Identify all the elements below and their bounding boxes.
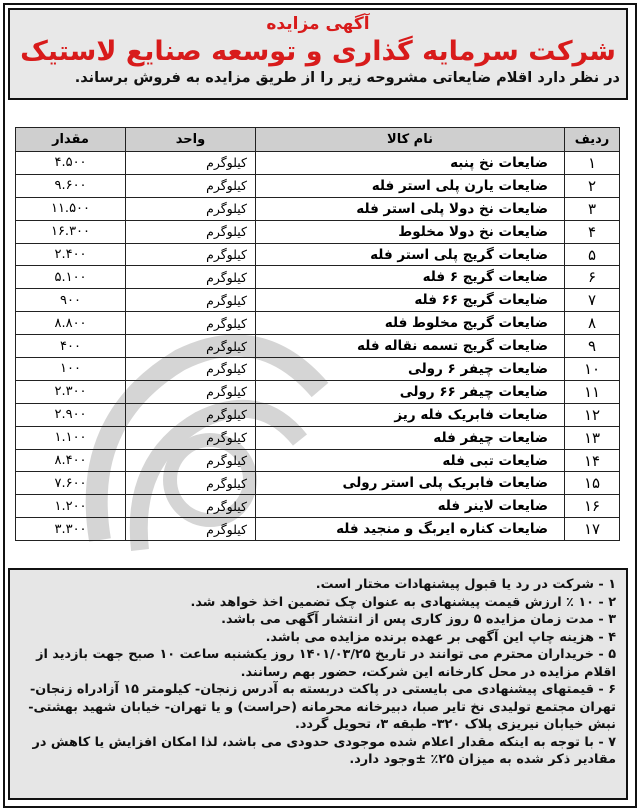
cell-unit: کیلوگرم [126, 472, 256, 495]
cell-quantity: ۸.۴۰۰ [16, 449, 126, 472]
term-2: ۲ - ۱۰ ٪ ارزش قیمت پیشنهادی به عنوان چک تضمین اخذ خواهد شد. [190, 594, 616, 610]
cell-item-name: ضایعات گریج تسمه نقاله فله [256, 335, 565, 358]
company-name: شرکت سرمایه گذاری و توسعه صنایع لاستیک [20, 36, 616, 67]
cell-unit: کیلوگرم [126, 312, 256, 335]
table-row [16, 312, 620, 335]
cell-unit: کیلوگرم [126, 174, 256, 197]
cell-row-number: ۱۳ [565, 426, 620, 449]
items-table-wrapper [15, 127, 619, 541]
cell-row-number: ۱ [565, 152, 620, 175]
table-row [16, 472, 620, 495]
cell-row-number: ۹ [565, 335, 620, 358]
cell-unit: کیلوگرم [126, 403, 256, 426]
cell-unit: کیلوگرم [126, 335, 256, 358]
cell-item-name: ضایعات تبی فله [256, 449, 565, 472]
table-row [16, 403, 620, 426]
cell-row-number: ۴ [565, 220, 620, 243]
cell-item-name: ضایعات لاینر فله [256, 495, 565, 518]
header-quantity: مقدار [16, 128, 126, 152]
cell-row-number: ۱۴ [565, 449, 620, 472]
cell-row-number: ۱۵ [565, 472, 620, 495]
cell-item-name: ضایعات چیفر ۶۶ رولی [256, 380, 565, 403]
term-1: ۱ - شرکت در رد یا قبول پیشنهادات مختار است. [315, 577, 616, 592]
items-table [15, 127, 620, 541]
cell-unit: کیلوگرم [126, 197, 256, 220]
cell-row-number: ۵ [565, 243, 620, 266]
cell-item-name: ضایعات گریج ۶۶ فله [256, 289, 565, 312]
cell-item-name: ضایعات گریج مخلوط فله [256, 312, 565, 335]
cell-unit: کیلوگرم [126, 266, 256, 289]
cell-quantity: ۱۶.۳۰۰ [16, 220, 126, 243]
table-row [16, 243, 620, 266]
header-item-name: نام کالا [256, 128, 565, 152]
header-unit: واحد [126, 128, 256, 152]
term-6: ۶ - قیمتهای پیشنهادی می بایستی در پاکت دربسته به آدرس زنجان- کیلومتر ۱۵ آزادراه زنجان- تهران مجتمع تولیدی نخ تایر صبا، دبیرخانه محرمانه (حراست) و یا تهران- خیابان شهید بهشتی- نبش خیابان نیریزی پلاک ۳۲۰- طبقه ۳، تحویل گردد. [28, 682, 616, 732]
cell-item-name: ضایعات نخ دولا مخلوط [256, 220, 565, 243]
cell-quantity: ۹۰۰ [16, 289, 126, 312]
cell-quantity: ۱۱.۵۰۰ [16, 197, 126, 220]
cell-quantity: ۲.۴۰۰ [16, 243, 126, 266]
cell-unit: کیلوگرم [126, 243, 256, 266]
cell-row-number: ۸ [565, 312, 620, 335]
cell-row-number: ۷ [565, 289, 620, 312]
cell-item-name: ضایعات فابریک پلی استر رولی [256, 472, 565, 495]
table-row [16, 289, 620, 312]
cell-item-name: ضایعات کناره ایربگ و منجید فله [256, 518, 565, 541]
cell-unit: کیلوگرم [126, 152, 256, 175]
cell-quantity: ۳.۳۰۰ [16, 518, 126, 541]
cell-item-name: ضایعات نخ دولا پلی استر فله [256, 197, 565, 220]
table-row [16, 426, 620, 449]
table-row [16, 174, 620, 197]
cell-quantity: ۷.۶۰۰ [16, 472, 126, 495]
term-4: ۴ - هزینه چاپ این آگهی بر عهده برنده مزایده می باشد. [265, 629, 616, 645]
notice-header [8, 8, 628, 100]
table-row [16, 266, 620, 289]
cell-quantity: ۱۰۰ [16, 358, 126, 381]
cell-unit: کیلوگرم [126, 220, 256, 243]
notice-title: آگهی مزایده [266, 14, 370, 34]
term-3: ۳ - مدت زمان مزایده ۵ روز کاری پس از انتشار آگهی می باشد. [221, 612, 616, 627]
cell-unit: کیلوگرم [126, 495, 256, 518]
cell-unit: کیلوگرم [126, 518, 256, 541]
cell-quantity: ۱.۲۰۰ [16, 495, 126, 518]
cell-quantity: ۲.۳۰۰ [16, 380, 126, 403]
header-row-number: ردیف [565, 128, 620, 152]
cell-quantity: ۵.۱۰۰ [16, 266, 126, 289]
cell-row-number: ۱۷ [565, 518, 620, 541]
cell-quantity: ۹.۶۰۰ [16, 174, 126, 197]
cell-unit: کیلوگرم [126, 358, 256, 381]
cell-unit: کیلوگرم [126, 380, 256, 403]
terms-box [8, 568, 628, 800]
term-7: ۷ - با توجه به اینکه مقدار اعلام شده موجودی حدودی می باشد، لذا امکان افزایش یا کاهش در مقادیر ذکر شده به میزان ۲۵٪ ±وجود دارد. [32, 734, 616, 767]
table-row [16, 380, 620, 403]
cell-item-name: ضایعات چیفر فله [256, 426, 565, 449]
table-row [16, 335, 620, 358]
table-row [16, 197, 620, 220]
table-row [16, 449, 620, 472]
cell-item-name: ضایعات نخ پنبه [256, 152, 565, 175]
table-row [16, 152, 620, 175]
cell-unit: کیلوگرم [126, 449, 256, 472]
cell-row-number: ۱۰ [565, 358, 620, 381]
cell-row-number: ۶ [565, 266, 620, 289]
table-row [16, 220, 620, 243]
table-header-row [16, 128, 620, 152]
term-5: ۵ - خریداران محترم می توانند در تاریخ ۱۴۰۱/۰۳/۲۵ روز یکشنبه ساعت ۱۰ صبح جهت بازدید از اقلام مزایده در محل کارخانه این شرکت، حضور بهم رسانند. [36, 647, 616, 680]
cell-row-number: ۱۱ [565, 380, 620, 403]
table-row [16, 358, 620, 381]
cell-row-number: ۱۶ [565, 495, 620, 518]
table-row [16, 495, 620, 518]
cell-item-name: ضایعات چیفر ۶ رولی [256, 358, 565, 381]
cell-quantity: ۱.۱۰۰ [16, 426, 126, 449]
cell-quantity: ۴۰۰ [16, 335, 126, 358]
cell-row-number: ۲ [565, 174, 620, 197]
cell-row-number: ۱۲ [565, 403, 620, 426]
table-row [16, 518, 620, 541]
cell-quantity: ۲.۹۰۰ [16, 403, 126, 426]
notice-description: در نظر دارد اقلام ضایعاتی مشروحه زیر را از طریق مزایده به فروش برساند. [74, 70, 620, 86]
cell-item-name: ضایعات گریج ۶ فله [256, 266, 565, 289]
cell-quantity: ۴.۵۰۰ [16, 152, 126, 175]
cell-item-name: ضایعات فابریک فله ریز [256, 403, 565, 426]
cell-row-number: ۳ [565, 197, 620, 220]
cell-item-name: ضایعات یارن پلی استر فله [256, 174, 565, 197]
cell-unit: کیلوگرم [126, 289, 256, 312]
cell-unit: کیلوگرم [126, 426, 256, 449]
cell-item-name: ضایعات گریج پلی استر فله [256, 243, 565, 266]
cell-quantity: ۸.۸۰۰ [16, 312, 126, 335]
